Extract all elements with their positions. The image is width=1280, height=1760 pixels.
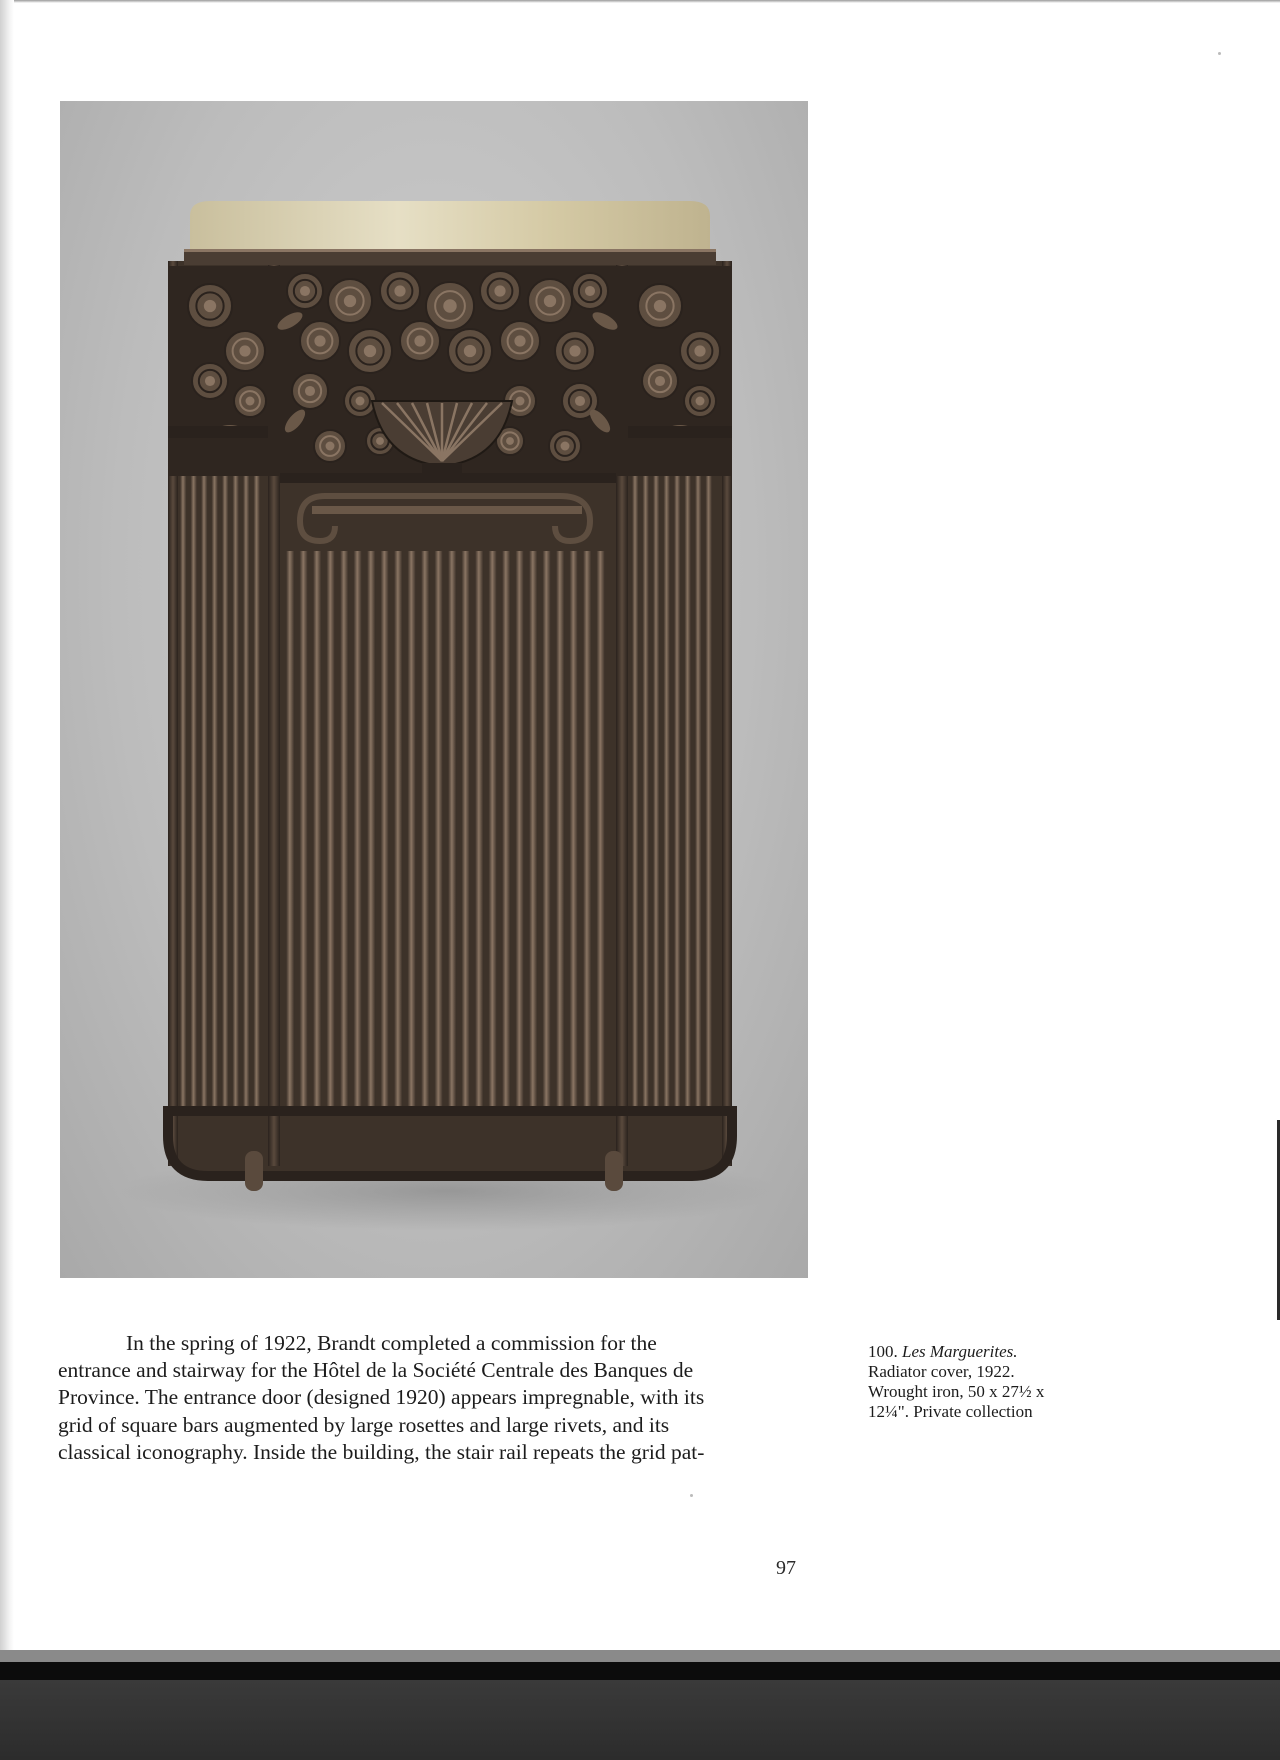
rosette-center [204, 300, 216, 312]
vertical-bar [313, 551, 321, 1113]
rosette-center [464, 345, 476, 357]
scan-edge-dark [0, 1662, 1280, 1680]
rosette-center [694, 345, 705, 356]
caption-title: Les Marguerites. [902, 1342, 1018, 1361]
gutter-shadow [0, 0, 14, 1650]
vertical-bar [695, 446, 702, 1113]
vertical-bar [327, 551, 335, 1113]
foot-right [605, 1151, 623, 1191]
caption-line-3: 12¼". Private collection [868, 1402, 1033, 1421]
scroll-bar [312, 506, 582, 514]
scan-speck [690, 1494, 693, 1497]
vertical-bar [674, 446, 681, 1113]
body-line-5: classical iconography. Inside the building, the stair rail repeats the grid pat- [58, 1439, 705, 1464]
radiator-cover-illustration [60, 101, 808, 1278]
vertical-bar [643, 446, 650, 1113]
body-line-2: entrance and stairway for the Hôtel de la Société Centrale des Banques de [58, 1358, 694, 1383]
rosette-center [364, 345, 376, 357]
vertical-bar [685, 446, 692, 1113]
vertical-bar [233, 446, 240, 1113]
rosette-center [569, 345, 580, 356]
vertical-bar [448, 551, 456, 1113]
body-line-1: In the spring of 1922, Brandt completed a commission for the [126, 1331, 657, 1355]
vertical-bar [475, 551, 483, 1113]
scan-edge-grey [0, 1650, 1280, 1662]
rosette-center [414, 335, 425, 346]
vertical-bar [664, 446, 671, 1113]
caption-number: 100. [868, 1342, 898, 1361]
top-rim-highlight [184, 249, 716, 252]
figure-caption [868, 1342, 1098, 1422]
rosette-center [394, 285, 405, 296]
rosette-center [314, 335, 325, 346]
vertical-bar [421, 551, 429, 1113]
rosette-center [585, 286, 595, 296]
rosette-center [246, 397, 255, 406]
basket-foot [422, 463, 462, 475]
vertical-bar [570, 551, 578, 1113]
rosette-center [494, 285, 505, 296]
vertical-bar [543, 551, 551, 1113]
vertical-bar [597, 551, 605, 1113]
rosette-center [514, 335, 525, 346]
rosette-center [356, 397, 365, 406]
vertical-bar [408, 551, 416, 1113]
rosette-center [561, 442, 570, 451]
rosette-center [326, 442, 335, 451]
vertical-bar [222, 446, 229, 1113]
vertical-bar [381, 551, 389, 1113]
rosette-center [696, 397, 705, 406]
vertical-bar [583, 551, 591, 1113]
rosette-center [655, 376, 665, 386]
rosette-center [376, 437, 384, 445]
caption-heading [868, 1342, 1098, 1362]
rosette-center [300, 286, 310, 296]
rosette-center [575, 396, 585, 406]
vertical-bar [286, 551, 294, 1113]
rosette-center [443, 299, 456, 312]
vertical-bar [462, 551, 470, 1113]
body-paragraph [58, 1330, 810, 1466]
rosette-center [544, 295, 556, 307]
vertical-bar [516, 551, 524, 1113]
vertical-bar [632, 446, 639, 1113]
rosette-center [205, 376, 215, 386]
vertical-bar [706, 446, 713, 1113]
vertical-bar [435, 551, 443, 1113]
page-number: 97 [776, 1557, 796, 1579]
vertical-bar [502, 551, 510, 1113]
vertical-bar [201, 446, 208, 1113]
rosette-center [506, 437, 514, 445]
body-line-4: grid of square bars augmented by large rosettes and large rivets, and its [58, 1412, 670, 1437]
vertical-bar [556, 551, 564, 1113]
vertical-bar [367, 551, 375, 1113]
rosette-center [305, 386, 315, 396]
scan-edge-mid [0, 1680, 1280, 1760]
rosette-center [516, 397, 525, 406]
vertical-bar [254, 446, 261, 1113]
side-band-divider-right [628, 426, 732, 438]
vertical-bar [354, 551, 362, 1113]
rosette-center [239, 345, 250, 356]
vertical-bar [653, 446, 660, 1113]
vertical-bar [394, 551, 402, 1113]
vertical-bar [340, 551, 348, 1113]
rosette-center [654, 300, 666, 312]
vertical-bar [191, 446, 198, 1113]
side-band-divider-left [168, 426, 268, 438]
marble-top [190, 201, 710, 251]
vertical-bar [243, 446, 250, 1113]
scan-speck [1218, 52, 1221, 55]
vertical-bar [489, 551, 497, 1113]
vertical-bar [300, 551, 308, 1113]
rosette-center [344, 295, 356, 307]
page-top-edge [0, 0, 1280, 3]
caption-line-2: Wrought iron, 50 x 27½ x [868, 1382, 1045, 1401]
vertical-bar [212, 446, 219, 1113]
vertical-bar [180, 446, 187, 1113]
radiator-cover-photo [60, 101, 808, 1278]
body-line-3: Province. The entrance door (designed 1920) appears impregnable, with its [58, 1385, 705, 1410]
caption-line-1: Radiator cover, 1922. [868, 1362, 1015, 1381]
vertical-bar [529, 551, 537, 1113]
foot-left [245, 1151, 263, 1191]
scan-bottom-band [0, 1650, 1280, 1760]
